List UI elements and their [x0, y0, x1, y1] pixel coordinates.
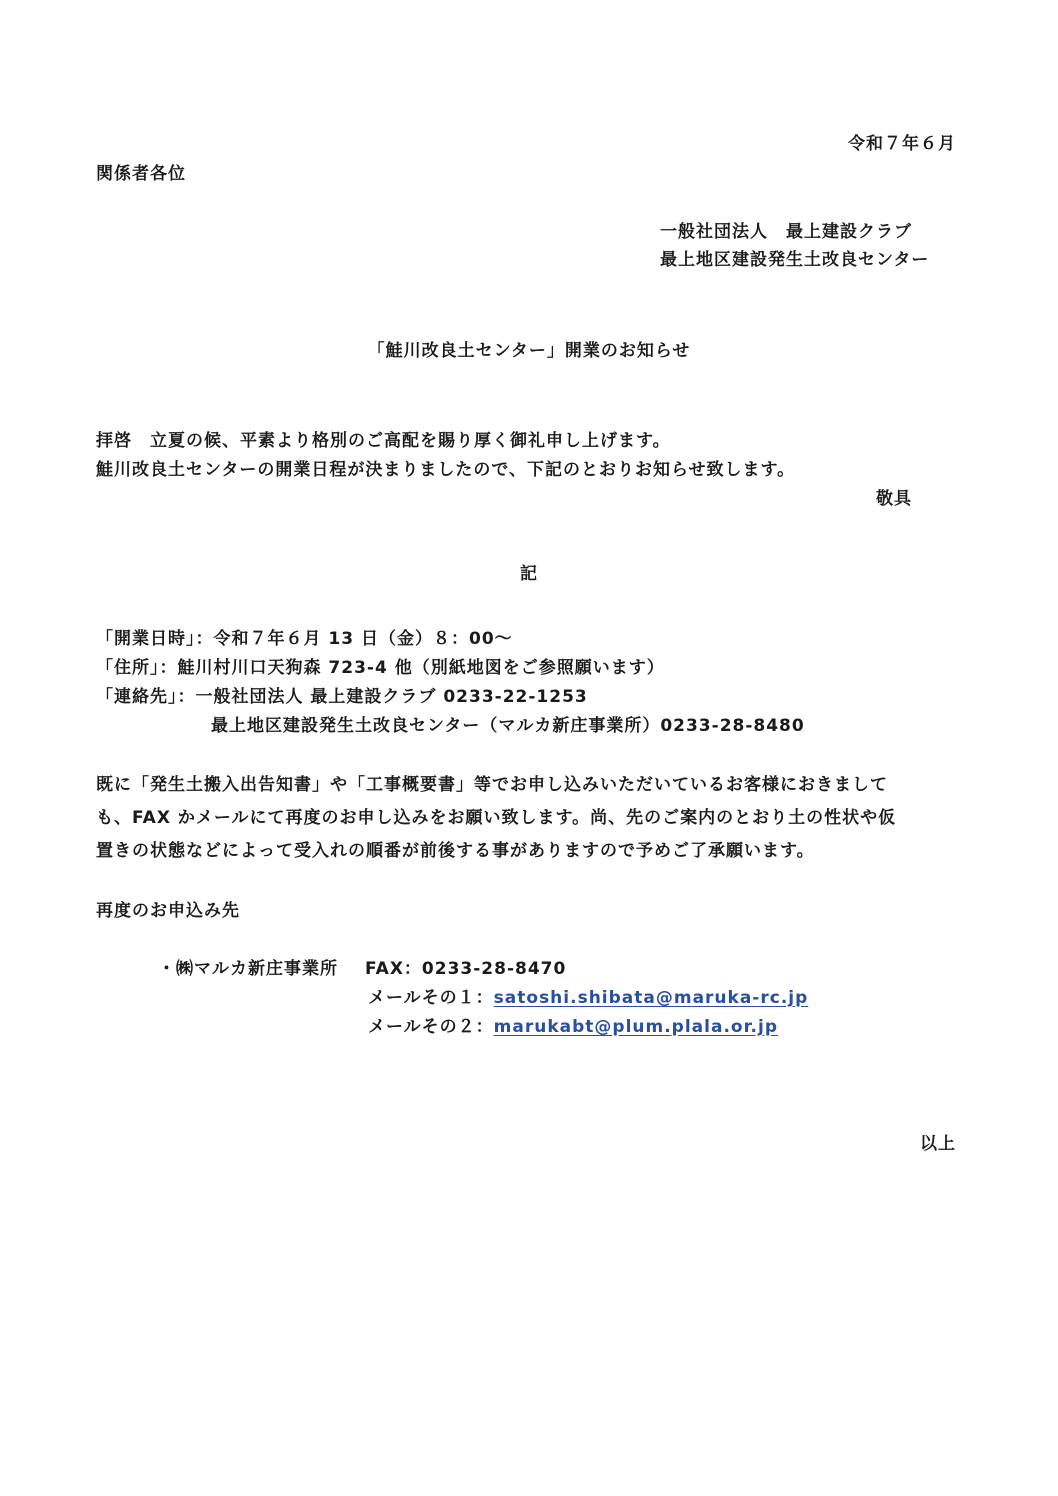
notice-line-2: も、FAX かメールにて再度のお申し込みをお願い致します。尚、先のご案内のとおり土の性状や仮: [96, 808, 897, 828]
sender-organization: 一般社団法人 最上建設クラブ: [660, 222, 912, 242]
notice-line-3: 置きの状態などによって受入れの順番が前後する事がありますので予めご了承願います。: [96, 841, 815, 861]
mail1-row: [368, 990, 808, 1007]
sender-center: 最上地区建設発生土改良センター: [660, 250, 930, 270]
greeting-line-1: 拝啓 立夏の候、平素より格別のご高配を賜り厚く御礼申し上げます。: [96, 431, 671, 451]
document-title: 「鮭川改良土センター」開業のお知らせ: [367, 341, 691, 361]
greeting-line-2: 鮭川改良土センターの開業日程が決まりましたので、下記のとおりお知らせ致します。: [96, 460, 796, 480]
opening-datetime: 「開業日時」：令和７年６月 13 日（金）８：00～: [96, 629, 513, 649]
address-line: 「住所」：鮭川村川口天狗森 723-4 他（別紙地図をご参照願います）: [96, 658, 665, 678]
mail1-link[interactable]: satoshi.shibata@maruka-rc.jp: [493, 988, 809, 1008]
greeting-closing: 敬具: [876, 489, 912, 509]
mail2-label: メールその２：: [368, 1017, 494, 1037]
notice-line-1: 既に「発生土搬入出告知書」や「工事概要書」等でお申し込みいただいているお客様におきまして: [96, 775, 888, 795]
mail2-row: [368, 1019, 778, 1036]
document-date: 令和７年６月: [848, 134, 956, 154]
application-office: ・㈱マルカ新庄事業所: [158, 959, 338, 979]
document-end: 以上: [920, 1134, 956, 1154]
mail2-link[interactable]: marukabt@plum.plala.or.jp: [493, 1017, 779, 1037]
application-fax: FAX：0233-28-8470: [365, 959, 567, 979]
ki-heading: 記: [520, 564, 538, 584]
contact-line-1: 「連絡先」：一般社団法人 最上建設クラブ 0233-22-1253: [96, 687, 588, 707]
addressee: 関係者各位: [96, 164, 186, 184]
application-heading: 再度のお申込み先: [96, 901, 240, 921]
contact-line-2: 最上地区建設発生土改良センター（マルカ新庄事業所）0233-28-8480: [211, 716, 805, 736]
mail1-label: メールその１：: [368, 988, 494, 1008]
